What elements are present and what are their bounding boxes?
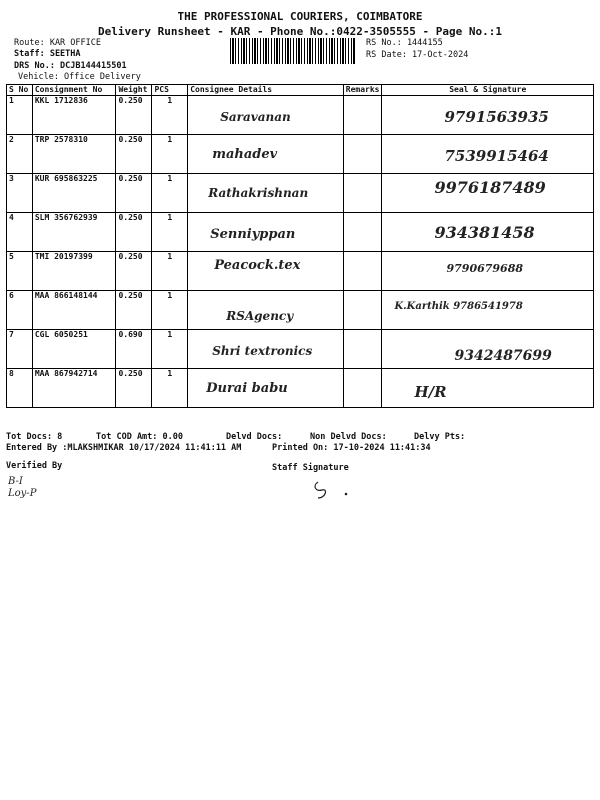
cell-weight: 0.250 [116,96,152,135]
cell-sno: 8 [7,369,33,408]
barcode [230,38,356,64]
cell-consignee [188,291,344,330]
cell-consignment: TMI 20197399 [32,252,116,291]
cell-weight: 0.690 [116,330,152,369]
cell-consignee [188,213,344,252]
printed-on: Printed On: 17-10-2024 11:41:34 [272,443,431,453]
consignee-handwriting: Peacock.tex [214,258,301,273]
cell-remarks [343,330,382,369]
tot-docs: Tot Docs: 8 [6,432,63,442]
table-row [7,213,594,252]
rs-number: RS No.: 1444155 [366,38,443,48]
cell-consignee [188,135,344,174]
table-row [7,291,594,330]
cell-consignee [188,369,344,408]
signature-handwriting: 9976187489 [434,178,546,197]
runsheet-table [6,84,594,408]
signature-handwriting: 934381458 [434,223,535,242]
cell-signature [382,96,594,135]
col-consignment: Consignment No [32,85,116,96]
table-row [7,174,594,213]
cell-consignment: KKL 1712836 [32,96,116,135]
cell-consignment: MAA 867942714 [32,369,116,408]
cell-signature [382,369,594,408]
signature-handwriting: H/R [414,383,447,401]
cell-consignee [188,96,344,135]
verified-handwriting: B-I Loy-P [8,476,37,499]
cell-consignee [188,174,344,213]
cell-remarks [343,96,382,135]
cell-remarks [343,291,382,330]
entered-by: Entered By :MLAKSHMIKAR 10/17/2024 11:41:11 AM [6,443,242,453]
signature-handwriting: 9791563935 [444,108,549,126]
col-sno: S No [7,85,33,96]
rs-date: RS Date: 17-Oct-2024 [366,50,469,60]
cell-remarks [343,252,382,291]
cell-consignment: MAA 866148144 [32,291,116,330]
cell-sno: 5 [7,252,33,291]
cell-pcs: 1 [152,330,188,369]
cell-consignment: KUR 695863225 [32,174,116,213]
consignee-handwriting: Shri textronics [212,344,313,358]
runsheet-title: Delivery Runsheet - KAR - Phone No.:0422-3505555 - Page No.:1 [98,25,502,38]
cell-pcs: 1 [152,96,188,135]
cell-pcs: 1 [152,135,188,174]
staff-label: Staff: SEETHA [14,49,81,59]
cell-signature [382,330,594,369]
col-remarks: Remarks [343,85,382,96]
route-label: Route: KAR OFFICE [14,38,101,48]
col-consignee: Consignee Details [188,85,344,96]
table-row [7,330,594,369]
cell-signature [382,135,594,174]
company-title: THE PROFESSIONAL COURIERS, COIMBATORE [177,10,423,23]
table-header-row [7,85,594,96]
table-row [7,96,594,135]
cell-remarks [343,213,382,252]
signature-handwriting: K.Karthik 9786541978 [394,301,523,312]
cell-pcs: 1 [152,213,188,252]
cell-pcs: 1 [152,291,188,330]
cell-sno: 4 [7,213,33,252]
staff-signature-label: Staff Signature [272,463,349,473]
staff-signature-mark [310,478,360,502]
delvd-docs: Delvd Docs: [226,432,283,442]
col-weight: Weight [116,85,152,96]
cell-remarks [343,174,382,213]
delvy-pts: Delvy Pts: [414,432,466,442]
cell-weight: 0.250 [116,135,152,174]
cell-remarks [343,135,382,174]
cell-signature [382,252,594,291]
cell-consignee [188,330,344,369]
cell-pcs: 1 [152,369,188,408]
cell-sno: 6 [7,291,33,330]
cell-sno: 1 [7,96,33,135]
drs-number: DRS No.: DCJB144415501 [14,61,127,71]
cell-weight: 0.250 [116,252,152,291]
table-row [7,135,594,174]
signature-handwriting: 9342487699 [454,348,552,364]
cell-consignee [188,252,344,291]
cell-sno: 7 [7,330,33,369]
cell-weight: 0.250 [116,291,152,330]
cell-signature [382,174,594,213]
non-delvd-docs: Non Delvd Docs: [310,432,387,442]
col-signature: Seal & Signature [382,85,594,96]
consignee-handwriting: RSAgency [226,309,294,323]
signature-handwriting: 9790679688 [446,262,524,275]
table-row [7,369,594,408]
verified-by-label: Verified By [6,461,63,471]
signature-handwriting: 7539915464 [444,147,549,165]
cell-weight: 0.250 [116,213,152,252]
cell-weight: 0.250 [116,369,152,408]
cell-weight: 0.250 [116,174,152,213]
consignee-handwriting: Senniyppan [210,227,296,242]
cell-signature [382,213,594,252]
col-pcs: PCS [152,85,188,96]
consignee-handwriting: Saravanan [220,110,291,124]
cell-signature [382,291,594,330]
cell-sno: 2 [7,135,33,174]
tot-cod-amt: Tot COD Amt: 0.00 [96,432,183,442]
cell-sno: 3 [7,174,33,213]
consignee-handwriting: mahadev [212,147,278,162]
consignee-handwriting: Durai babu [206,381,288,396]
table-row [7,252,594,291]
vehicle-label: Vehicle: Office Delivery [18,72,141,82]
cell-pcs: 1 [152,174,188,213]
cell-consignment: CGL 6050251 [32,330,116,369]
cell-consignment: SLM 356762939 [32,213,116,252]
cell-pcs: 1 [152,252,188,291]
cell-remarks [343,369,382,408]
consignee-handwriting: Rathakrishnan [208,186,309,200]
cell-consignment: TRP 2578310 [32,135,116,174]
